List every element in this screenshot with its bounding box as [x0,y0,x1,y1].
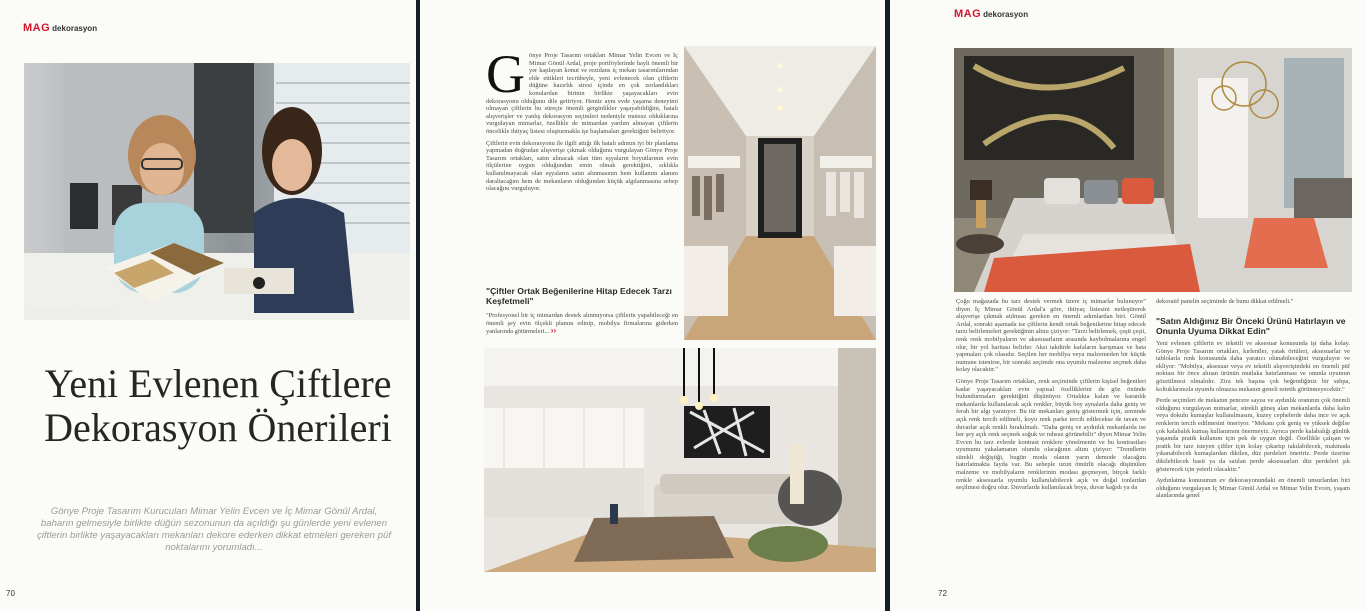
right-column-2-top [1156,298,1350,308]
middle-body-column [486,52,678,282]
right-col1-paragraph-2: Gönye Proje Tasarım ortakları, renk seçiminde çiftlerin kişisel beğenileri kadar yaşayacakları evin yapısal özelliklerini de göz önünde bulundurmaları gerektiğini düşünüyor. Ortalıkta kalan ve karanlık mekanlarda kullanılacak açık renkler, büyük boy aynalarla daha geniş ve ferah bir algı yaratıyor. Bu tür mekanları geniş göstermek için, zeminde açık renk tercih edilmeli, koyu renk parke tercih edilecekse de tavan ve duvarlar açık renkli bırakılmalı. "Daha geniş ve aydınlık mekanlarda ise her şey açık renk seçmek soğuk ve ruhsuz görünebilir" diyen Mimar Yelin Evcen bu tarz evlerde kontrast renklere yönelmenin ve bu kontrastları uyumunu yakalamanın olumlu olacağının altını çiziyor: "Trendlerin sürekli değiştiği, bugün moda olanın yarın demode olacağını hatırlatmakta fayda var. Bu sebeple uzun ömürlü olacağı düşünülen malzeme ve mobilyaların renklerinin modası geçmeyen, birçok farklı renkle aksesuarla uyumlu kullanılabilecek açık ve doğal tonlardan seçilmesi doğru olur. Duvarlarda kullanılacak boya, duvar kağıdı ya da [956,377,1146,492]
page-left [0,0,416,611]
page-right [890,0,1366,611]
right-col2-paragraph-1: Yeni evlenen çiftlerin ev tekstili ve aksesuar konusunda işi daha kolay. Gönye Proje Tasarım ortakları, kırlentler, yatak örtüleri, aksesuarlar ve tablolarla renk konusunda daha yaratıcı olunabileceğini vurguluyor ve ekliyor: "Mobilya, aksesuar veya ev tekstili alışverişindeki en önemli püf noktası bir önce alınan ürünün mutlaka hatırlanması ve onunla uyumun gözetilmesi olmalıdır. Zira tek başına çok beğendiğiniz bir sehpa, koltuklarınızla uyumlu olmazsa mekanın geneli estetik görünmeyecektir." [1156,340,1350,393]
designers-photo [24,63,410,320]
right-col2-paragraph-0: dekoratif panelin seçiminde de bunu dikkat edilmeli." [1156,298,1294,305]
photo-caption: GÖNÜL ARDAL - YELİN EVCEN [28,309,116,315]
middle-quote-paragraph: "Profesyonel bir iç mimardan destek alınmıyorsa çiftlerin yapabileceği en önemli şey evin ölçekli planını edinip, mobilya firmalarına giderken yanlarında götürmeleri... ›› [486,312,678,336]
page-number-left: 70 [6,589,15,598]
section-label: dekorasyon [52,24,98,33]
living-room-photo [484,348,876,572]
continue-arrow-icon: ›› [550,326,557,336]
dropcap: G [486,52,525,104]
right-col2-paragraph-3: Aydınlatma konusunun ev dekorasyonundaki en önemli unsurlardan biri olduğunu vurgulayan İç Mimar Gönül Ardal ve Mimar Yelin Evcen, yaşam alanlarında genel [1156,477,1350,500]
bedroom-photo [954,48,1352,292]
page-middle [420,0,885,611]
middle-subheading: "Çiftler Ortak Beğenilerine Hitap Edecek Tarzı Keşfetmeli" [486,286,672,306]
closet-photo [684,46,876,340]
right-col2-paragraph-2: Perde seçimleri de mekanın pencere sayısı ve aydınlık oranının çok önemli olduğunu vurgulayan mimarlar, sürekli güneş alan mekanlarda daha kalın veya dokulu kumaşlar kullanılmasını, kuzey cephelerde daha ince ve açık renklerin tercih edilmesini öneriyor. "Mekanı çok geniş ve yüksek değilse çok kalabalık kumaş kullanımını önermeyiz. Ayrıca perde kalabalığı günlük yaşamda pratik kullanım için pek de uygun değil. Özellikle çalışan ve pratik bir tarz isteyen çiftler için kolay çıkartıp takılabilecek, makinada yıkanabilecek kumaşlardan dikilen, düz perdeleri öneririz. Perde üzerine dikilebilecek basit ya da satılan perde aksesuarları düz perdeleri şık gösterecek için yeterli olacaktır." [1156,397,1350,473]
right-column-2 [1156,340,1350,582]
magazine-brand-right: MAG dekorasyon [954,8,1029,20]
paragraph-intro: Gönye Proje Tasarım ortakları Mimar Yelin Evcen ve İç Mimar Gönül Ardal, proje portföylerinde hayli önemli bir yer kaplayan konut ve rezidans iç mekan tasarımlarından elde ettikleri tecrübeyle, yeni evlenecek olan çiftlerin düğüne hazırlık stresi içinde en çok zorlandıkları konulardan birinin birlikte yaşayacakları evin dekorasyonu olduğunu dile getiriyor. Henüz aynı evde yaşama deneyimi olmayan çiftlerin bu süreçte önemli gerginlikler yaşayabildiğini, hatalı alışverişler ve yanlış dekorasyon seçimleri nedeniyle mutsuz olduklarına vurgulayan mimarlar, özellikle de mimardan yardım almayan çiftlerin öncelikle ihtiyaç listesi oluşturmakla işe başlamaları gerektiğini belirtiyor. [486,52,678,135]
right-column-1 [956,298,1146,582]
article-title: Yeni Evlenen Çiftlere Dekorasyon Önerileri [44,361,392,450]
section-label-right: dekorasyon [983,10,1029,19]
page-number-right: 72 [938,589,947,598]
article-intro: Gönye Proje Tasarım Kurucuları Mimar Yelin Evcen ve İç Mimar Gönül Ardal, baharın gelmesiyle birlikte düğün sezonunun da açıldığı şu günlerde yeni evlenen çiftlerin birlikte yaşayacakları mekanları dekore ederken dikkat etmeleri gereken püf noktalarını yorumladı... [36,506,392,553]
magazine-brand: MAG dekorasyon [23,22,98,34]
right-col1-paragraph-1: Çoğu mağazada bu tarz destek vermek üzere iç mimarlar bulunuyor" diyen İç Mimar Gönül Ardal'a göre, ihtiyaç listesini netleştirerek alışverişe çıkmak atılması gereken en önemli adımlardan biri. Gönül Ardal, sonraki aşamada ise çiftlerin kendi ortak beğenilerine hitap edecek tarzı belirlemeleri gerektiğinin altını çiziyor: "Tarzı belirlemek, çeşit çeşit, renk renk mobilyaların ve aksesuarların arasında kaybolmalarına engel olur, bir yol haritası belirler. Aksi takdirde kafaların karışması ve hata yapmaları çok olasıdır. Seçilen her mobilya veya malzemeden bir küçük numune istenirse, bir sonraki seçimde ona uyumlu malzeme seçmek daha kolay olacaktır." [956,298,1146,374]
right-subheading: "Satın Aldığınız Bir Önceki Ürünü Hatırlayın ve Onunla Uyuma Dikkat Edin" [1156,316,1346,336]
paragraph-second: Çiftlerin evin dekorasyonu ile ilgili attığı ilk hatalı adımın iyi bir planlama yapmadan doğrudan alışverişe çıkmak olduğunu vurgulayan Gönye Proje Tasarım ortakları, satın alınacak olan tüm eşyaların boyutlarının evin ölçülerine uygun olduğundan emin olmak gerektiğini, sıklıkla kullanılmayacak olan eşyaların satın alınmasının hem kullanım alanını daraltacağını hem de mekanların olduğundan küçük algılanmasına sebep olacağını vurguluyor. [486,139,678,193]
